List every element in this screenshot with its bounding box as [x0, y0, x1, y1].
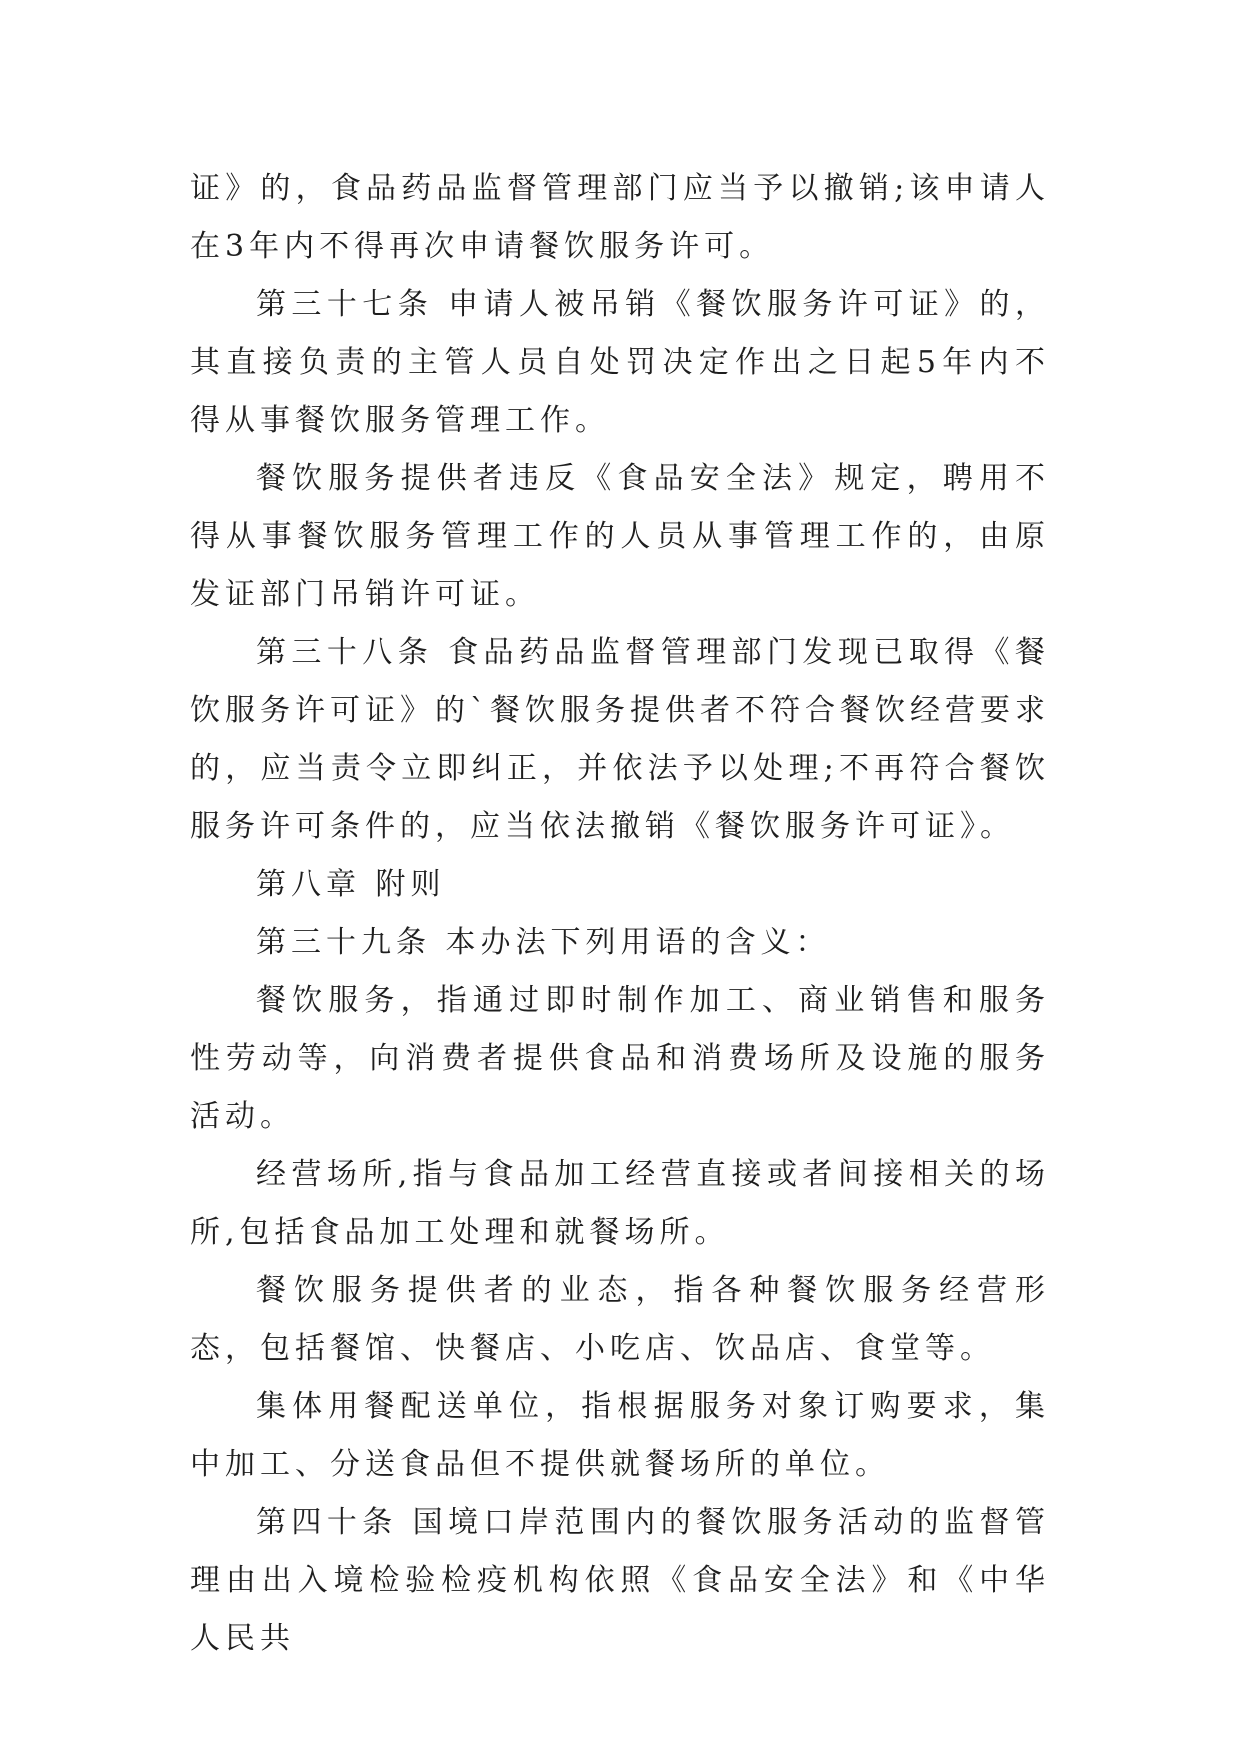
paragraph-definition-premises: 经营场所,指与食品加工经营直接或者间接相关的场所,包括食品加工处理和就餐场所。	[190, 1157, 1050, 1250]
paragraph-article-40: 第四十条 国境口岸范围内的餐饮服务活动的监督管理由出入境检验检疫机构依照《食品安全法》和《中华人民共	[190, 1505, 1050, 1656]
paragraph-article-38: 第三十八条 食品药品监督管理部门发现已取得《餐饮服务许可证》的`餐饮服务提供者不符合餐饮经营要求的，应当责令立即纠正，并依法予以处理;不再符合餐饮服务许可条件的，应当依法撤销《餐饮服务许可证》。	[190, 635, 1050, 844]
paragraph-definition-catering: 餐饮服务，指通过即时制作加工、商业销售和服务性劳动等，向消费者提供食品和消费场所及设施的服务活动。	[190, 983, 1050, 1134]
paragraph-hiring-violation: 餐饮服务提供者违反《食品安全法》规定，聘用不得从事餐饮服务管理工作的人员从事管理工作的，由原发证部门吊销许可证。	[190, 461, 1050, 612]
paragraph-continued: 证》的，食品药品监督管理部门应当予以撤销;该申请人在3年内不得再次申请餐饮服务许可。	[190, 171, 1050, 264]
paragraph-article-37: 第三十七条 申请人被吊销《餐饮服务许可证》的，其直接负责的主管人员自处罚决定作出之日起5年内不得从事餐饮服务管理工作。	[190, 287, 1050, 438]
paragraph-definition-delivery: 集体用餐配送单位，指根据服务对象订购要求，集中加工、分送食品但不提供就餐场所的单位。	[190, 1389, 1050, 1482]
chapter-heading: 第八章 附则	[256, 867, 446, 902]
document-body	[190, 160, 1050, 1668]
paragraph-article-39: 第三十九条 本办法下列用语的含义：	[256, 925, 831, 960]
paragraph-definition-formats: 餐饮服务提供者的业态，指各种餐饮服务经营形态，包括餐馆、快餐店、小吃店、饮品店、食堂等。	[190, 1273, 1050, 1366]
